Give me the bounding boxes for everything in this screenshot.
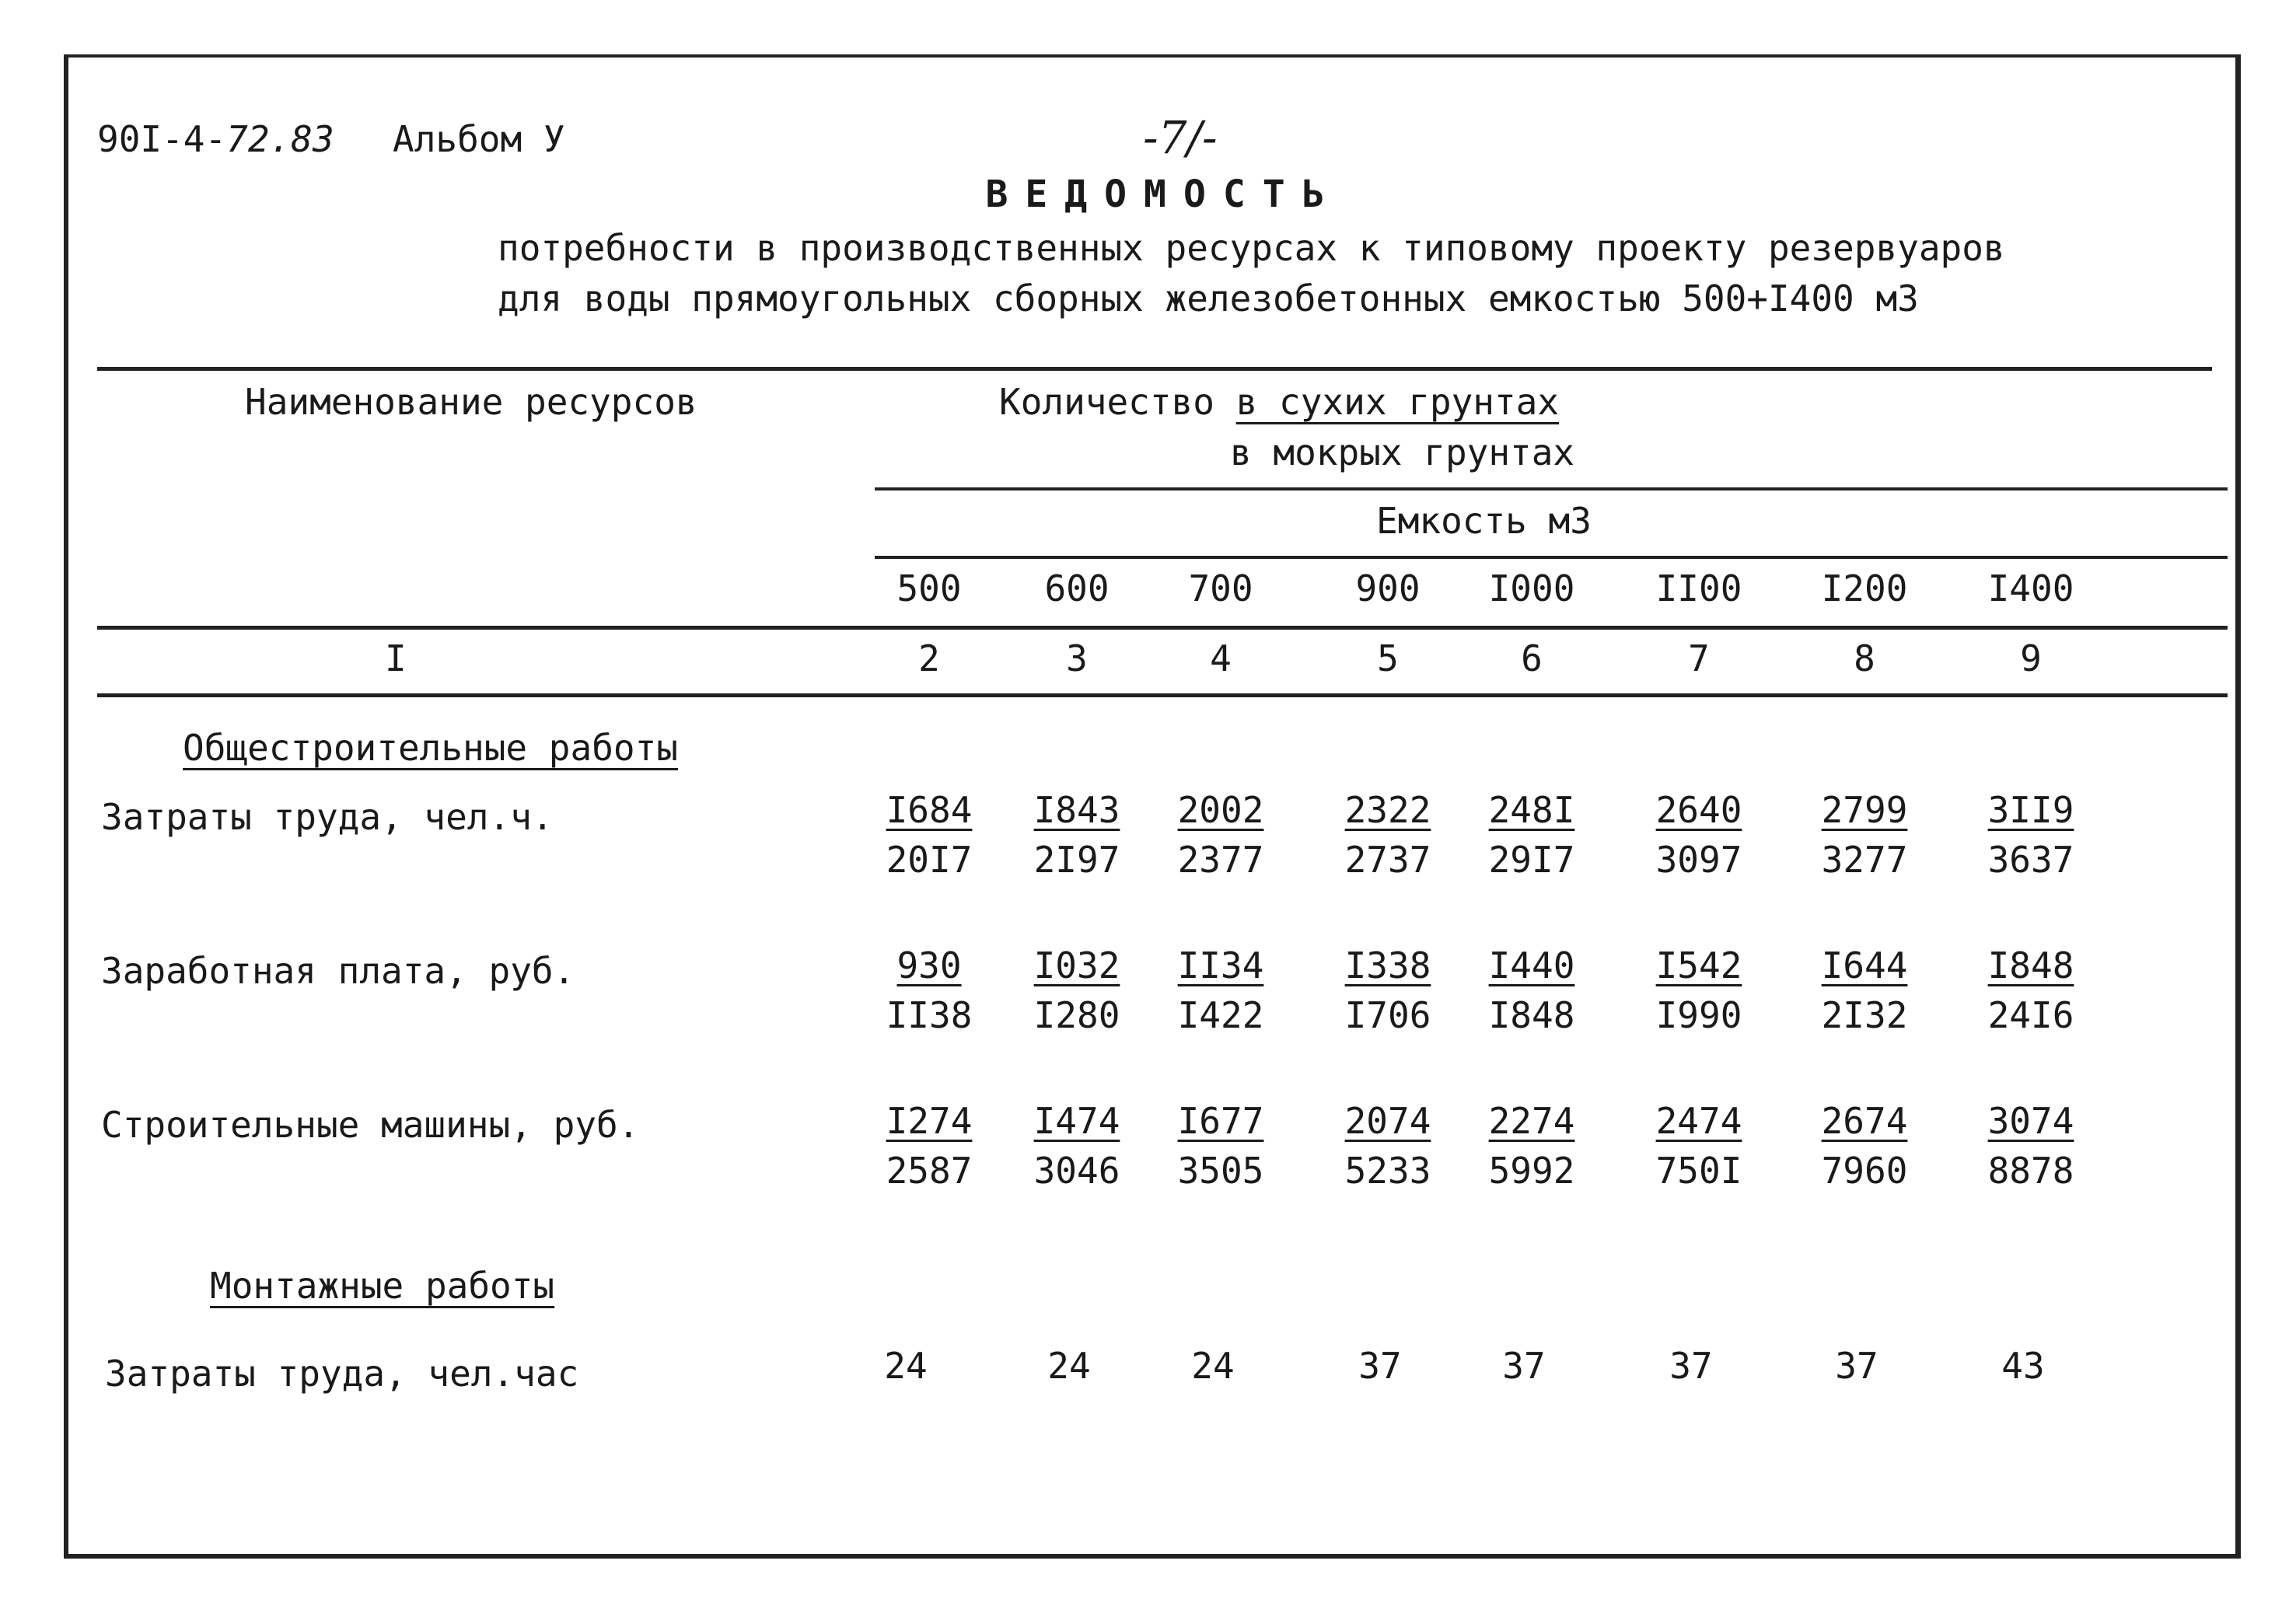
header-bottom-rule — [97, 626, 2228, 630]
table-cell: $\frac{930}{II38}$ — [886, 944, 973, 1036]
table-cell: $\frac{I032}{I280}$ — [1033, 944, 1120, 1036]
table-cell: $\frac{I274}{2587}$ — [886, 1100, 973, 1192]
capacity-600: 600 — [1044, 567, 1110, 609]
column-number-5: 5 — [1377, 637, 1399, 679]
capacity-header: Емкость м3 — [1376, 500, 1592, 542]
column-number-9: 9 — [2020, 637, 2042, 679]
document-subtitle-line2: для воды прямоугольных сборных железобетонных емкостью 500+I400 м3 — [498, 278, 1919, 319]
table-cell: 37 — [1358, 1345, 1402, 1387]
table-cell: $\frac{248I}{29I7}$ — [1488, 789, 1575, 881]
table-cell: $\frac{2799}{3277}$ — [1821, 789, 1908, 881]
row-label-installation-labor: Затраты труда, чел.час — [105, 1353, 579, 1395]
table-cell: 37 — [1502, 1345, 1546, 1387]
table-cell: $\frac{2274}{5992}$ — [1488, 1100, 1575, 1192]
capacity-1100: II00 — [1655, 567, 1742, 609]
capacity-900: 900 — [1355, 567, 1421, 609]
section-title-general-construction: Общестроительные работы — [183, 727, 678, 769]
column-header-name: Наименование ресурсов — [245, 381, 697, 423]
table-cell: $\frac{2074}{5233}$ — [1344, 1100, 1431, 1192]
row-label-wages: Заработная плата, руб. — [101, 950, 575, 992]
capacity-700: 700 — [1188, 567, 1253, 609]
table-cell: 24 — [1191, 1345, 1235, 1387]
table-cell: $\frac{3II9}{3637}$ — [1987, 789, 2074, 881]
column-number-8: 8 — [1854, 637, 1875, 679]
column-numbers-rule — [97, 693, 2228, 697]
page-number: -7/- — [1143, 111, 1218, 164]
column-number-6: 6 — [1521, 637, 1543, 679]
table-cell: 24 — [1047, 1345, 1091, 1387]
column-number-4: 4 — [1210, 637, 1232, 679]
capacity-rule — [875, 556, 2228, 559]
column-number-3: 3 — [1066, 637, 1088, 679]
column-number-1: I — [385, 637, 407, 679]
table-cell: $\frac{I843}{2I97}$ — [1033, 789, 1120, 881]
table-cell: $\frac{I338}{I706}$ — [1344, 944, 1431, 1036]
table-cell: 37 — [1835, 1345, 1878, 1387]
table-cell: $\frac{2322}{2737}$ — [1344, 789, 1431, 881]
table-cell: 43 — [2001, 1345, 2045, 1387]
column-header-wet: в мокрых грунтах — [1230, 431, 1575, 473]
album-label: Альбом У — [393, 118, 565, 160]
table-cell: 37 — [1669, 1345, 1713, 1387]
table-cell: $\frac{I644}{2I32}$ — [1821, 944, 1908, 1036]
row-label-machines: Строительные машины, руб. — [101, 1104, 640, 1146]
table-cell: $\frac{2640}{3097}$ — [1655, 789, 1742, 881]
table-top-rule — [97, 367, 2212, 371]
table-cell: $\frac{I542}{I990}$ — [1655, 944, 1742, 1036]
section-title-installation: Монтажные работы — [210, 1265, 555, 1307]
capacity-1200: I200 — [1821, 567, 1908, 609]
table-cell: $\frac{I474}{3046}$ — [1033, 1100, 1120, 1192]
table-cell: $\frac{I677}{3505}$ — [1177, 1100, 1264, 1192]
table-cell: $\frac{I684}{20I7}$ — [886, 789, 973, 881]
document-subtitle-line1: потребности в производственных ресурсах к типовому проекту резервуаров — [498, 227, 2005, 269]
document-code: 90I-4-72.83 — [97, 118, 334, 160]
table-cell: $\frac{2674}{7960}$ — [1821, 1100, 1908, 1192]
table-cell: $\frac{I848}{24I6}$ — [1987, 944, 2074, 1036]
table-cell: $\frac{2002}{2377}$ — [1177, 789, 1264, 881]
qty-rule — [875, 487, 2228, 491]
column-header-quantity: Количество в сухих грунтах — [999, 381, 1560, 423]
column-number-7: 7 — [1688, 637, 1710, 679]
row-label-labor: Затраты труда, чел.ч. — [101, 796, 554, 838]
column-number-2: 2 — [918, 637, 940, 679]
table-cell: $\frac{II34}{I422}$ — [1177, 944, 1264, 1036]
capacity-1400: I400 — [1987, 567, 2074, 609]
table-cell: $\frac{2474}{750I}$ — [1655, 1100, 1742, 1192]
capacity-500: 500 — [896, 567, 962, 609]
table-cell: $\frac{I440}{I848}$ — [1488, 944, 1575, 1036]
capacity-1000: I000 — [1488, 567, 1575, 609]
table-cell: 24 — [884, 1345, 928, 1387]
table-cell: $\frac{3074}{8878}$ — [1987, 1100, 2074, 1192]
document-title: ВЕДОМОСТЬ — [985, 173, 1342, 216]
